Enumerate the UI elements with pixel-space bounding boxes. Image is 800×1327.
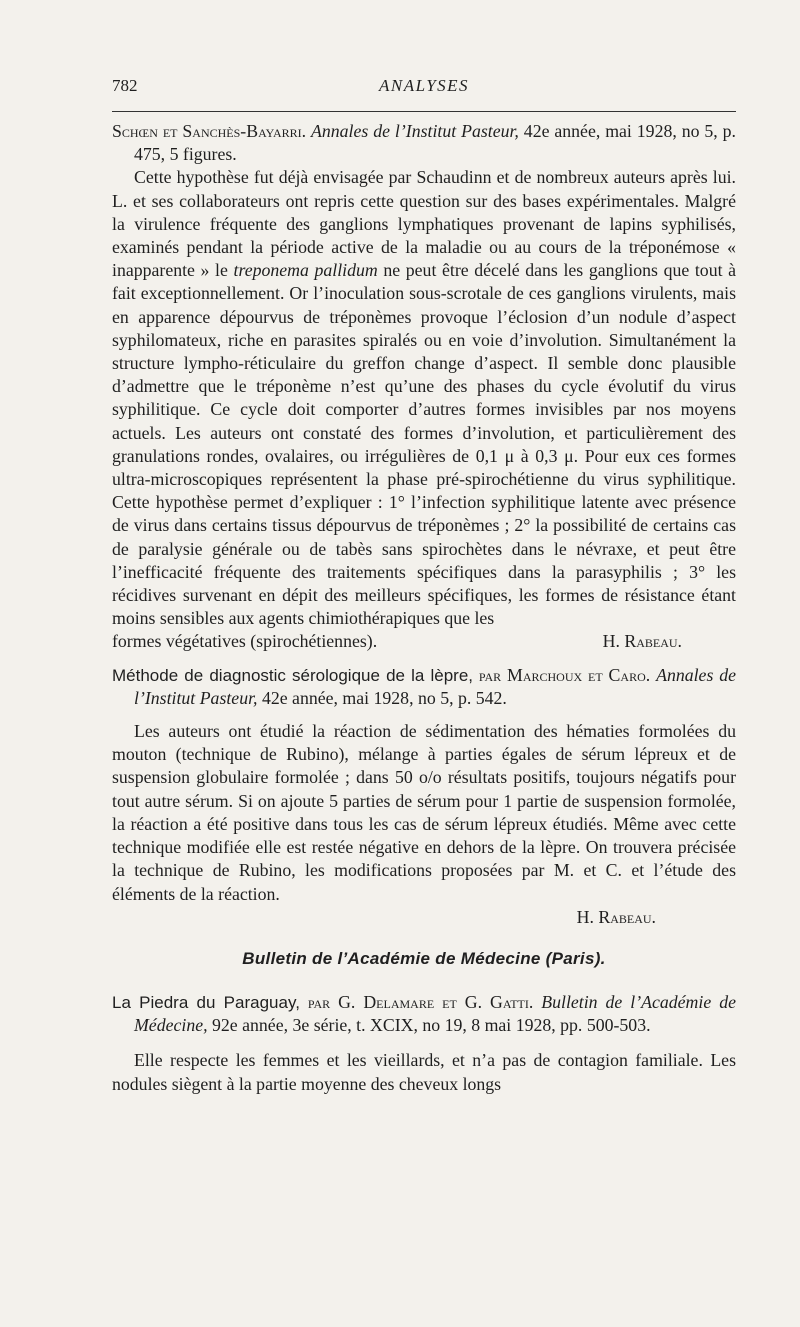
review-1-journal: Annales de l’Institut Pasteur, bbox=[311, 121, 519, 141]
review-2-signature: H. Rabeau. bbox=[576, 906, 656, 927]
review-2-title: Méthode de diagnostic sérologique de la lèpre, bbox=[112, 665, 474, 685]
review-1-text-last: formes végétatives (spirochétiennes). bbox=[112, 631, 378, 652]
review-2-text: Les auteurs ont étudié la réaction de sédimentation des hématies formolées du mouton (technique de Rubino), mélange à parties égales de sérum lépreux et de suspension globulaire formolée ; dans 50 o/o résultats positifs, toujours négatifs pour tout autre sérum. Si on ajoute 5 parties de sérum pour 1 partie de suspension formolée, la réaction a été positive dans tous les cas de sérum lépreux étudiés. Même avec cette technique modifiée elle est restée négative en dehors de la lèpre. On trouvera précisée la technique de Rubino, les modifications proposées par M. et C. et l’étude des éléments de la réaction. bbox=[112, 721, 736, 904]
review-2-authors: par Marchoux et Caro. bbox=[478, 664, 651, 685]
running-title: ANALYSES bbox=[378, 76, 470, 95]
review-3-title: La Piedra du Paraguay, bbox=[112, 992, 300, 1012]
page-number: 782 bbox=[112, 76, 138, 95]
review-3-authors: par G. Delamare et G. Gatti. bbox=[307, 991, 534, 1012]
review-3-heading bbox=[112, 991, 736, 1037]
review-2-citation-details: 42e année, mai 1928, no 5, p. 542. bbox=[261, 687, 507, 708]
review-1-signature-line bbox=[112, 630, 736, 653]
review-1-text bbox=[112, 166, 736, 630]
review-1-citation-details: 42e année, mai 1928, no 5, p. 475, 5 figures. bbox=[134, 121, 737, 165]
review-3-journal: Bulletin de l’Académie de Médecine, bbox=[134, 991, 736, 1036]
review-3-citation-details: 92e année, 3e série, t. XCIX, no 19, 8 mai 1928, pp. 500-503. bbox=[212, 1015, 651, 1036]
page-header bbox=[112, 76, 736, 102]
review-1-signature: H. Rabeau. bbox=[602, 631, 682, 652]
review-1-text-italic: treponema pallidum bbox=[233, 260, 378, 281]
review-2-heading bbox=[112, 664, 736, 710]
page-body bbox=[112, 120, 736, 1096]
header-rule bbox=[112, 111, 736, 112]
review-1-citation bbox=[112, 120, 736, 166]
review-3-text: Elle respecte les femmes et les vieillards, et n’a pas de contagion familiale. Les nodules siègent à la partie moyenne des cheveux longs bbox=[112, 1050, 736, 1094]
review-1-authors: Schœn et Sanchès-Bayarri. bbox=[112, 121, 307, 141]
review-1-text-part-2: ne peut être décelé dans les ganglions que tout à fait exceptionnellement. Or l’inoculation sous-scrotale de ces ganglions virulents, mais en apparence dépourvus de tréponèmes provoque l’éclosion d’un nodule d’aspect syphilomateux, riche en parasites spiralés ou en voie d’involution. Simultanément la structure lympho-réticulaire du greffon change d’aspect. Il semble donc plausible d’admettre que le tréponème n’est qu’une des phases du cycle évolutif du virus syphilitique. Ce cycle doit comporter d’autres formes invisibles par nos moyens actuels. Les auteurs ont constaté des formes d’involution, et particulièrement des granulations rondes, ovalaires, ou irrégulières de 0,1 μ à 0,3 μ. Pour eux ces formes ultra-microscopiques représentent la phase pré-spirochétienne du virus syphilitique. Cette hypothèse permet d’expliquer : 1° l’infection syphilitique latente avec présence de virus dans certains tissus dépourvus de tréponèmes ; 2° la possibilité de certains cas de paralysie générale ou de tabès sans spirochètes dans le névraxe, et peut être l’inefficacité fréquente des traitements spécifiques dans la parasyphilis ; 3° les récidives survenant en dépit des meilleurs spécifiques, les formes de résistance étant moins sensibles aux agents chimiothérapiques que les bbox=[112, 260, 737, 629]
section-title: Bulletin de l’Académie de Médecine (Paris). bbox=[242, 948, 606, 968]
review-1-text-part-1: Cette hypothèse fut déjà envisagée par Schaudinn et de nombreux auteurs après lui. L. et ses collaborateurs ont repris cette question sur des bases expérimentales. Malgré la virulence fréquente des ganglions lymphatiques provenant de lapins syphilisés, examinés pendant la période active de la maladie ou au cours de la tréponémose « inapparente » le bbox=[112, 167, 736, 281]
review-2-journal: Annales de l’Institut Pasteur, bbox=[134, 664, 737, 708]
